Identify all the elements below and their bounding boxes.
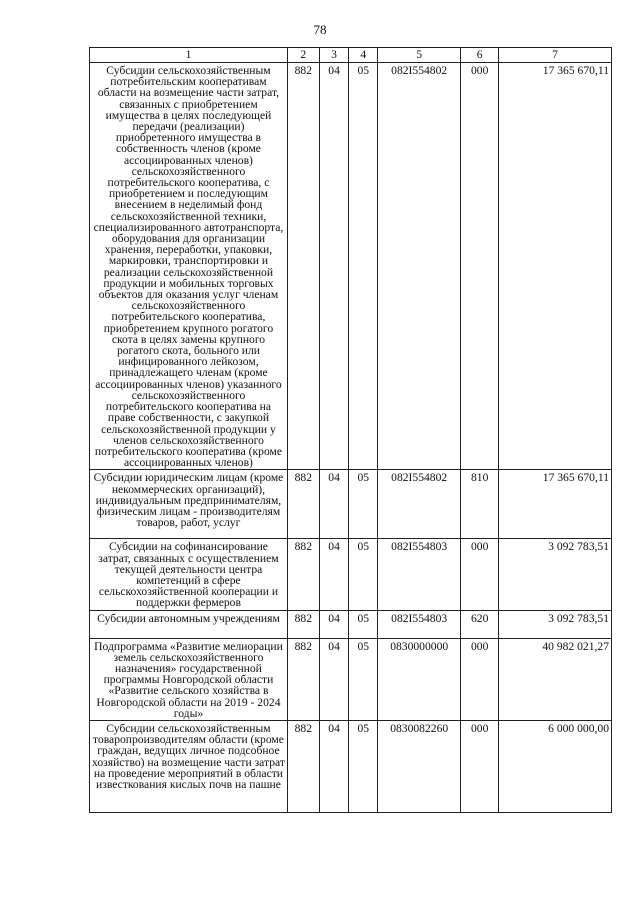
- column-header: 6: [461, 48, 499, 63]
- cell-target-article: 082I554802: [378, 63, 461, 470]
- cell-section: 04: [319, 720, 349, 812]
- cell-section: 04: [319, 539, 349, 610]
- cell-admin-code: 882: [287, 470, 319, 539]
- cell-amount: 17 365 670,11: [499, 63, 612, 470]
- cell-admin-code: 882: [287, 720, 319, 812]
- cell-admin-code: 882: [287, 610, 319, 638]
- cell-section: 04: [319, 63, 349, 470]
- row-name: Субсидии юридическим лицам (кроме некоммерческих организаций), индивидуальным предпринимателям, физическим лицам - производителям товаров, работ, услуг: [90, 470, 288, 539]
- column-header: 1: [90, 48, 288, 63]
- row-name: Подпрограмма «Развитие мелиорации земель сельскохозяйственного назначения» государственной программы Новгородской области «Развитие сельского хозяйства в Новгородской области на 2019 - 2024 годы»: [90, 638, 288, 720]
- cell-admin-code: 882: [287, 539, 319, 610]
- cell-amount: 17 365 670,11: [499, 470, 612, 539]
- budget-table: [89, 47, 612, 813]
- cell-expense-type: 810: [461, 470, 499, 539]
- cell-target-article: 0830082260: [378, 720, 461, 812]
- column-header: 4: [349, 48, 378, 63]
- table-row: [90, 470, 612, 539]
- cell-amount: 6 000 000,00: [499, 720, 612, 812]
- row-name: Субсидии автономным учреждениям: [90, 610, 288, 638]
- cell-subsection: 05: [349, 610, 378, 638]
- row-name: Субсидии сельскохозяйственным товаропроизводителям области (кроме граждан, ведущих личное подсобное хозяйство) на возмещение части затрат на проведение мероприятий в области известкования кислых почв на пашне: [90, 720, 288, 812]
- cell-subsection: 05: [349, 638, 378, 720]
- cell-section: 04: [319, 610, 349, 638]
- cell-subsection: 05: [349, 63, 378, 470]
- row-name: Субсидии на софинансирование затрат, связанных с осуществлением текущей деятельности центра компетенций в сфере сельскохозяйственной кооперации и поддержки фермеров: [90, 539, 288, 610]
- cell-amount: 3 092 783,51: [499, 610, 612, 638]
- table-header-row: [90, 48, 612, 63]
- column-header: 7: [499, 48, 612, 63]
- table-row: [90, 610, 612, 638]
- cell-expense-type: 000: [461, 720, 499, 812]
- column-header: 3: [319, 48, 349, 63]
- cell-amount: 40 982 021,27: [499, 638, 612, 720]
- cell-admin-code: 882: [287, 638, 319, 720]
- cell-expense-type: 000: [461, 638, 499, 720]
- cell-amount: 3 092 783,51: [499, 539, 612, 610]
- page-number: 78: [313, 22, 327, 37]
- table-row: [90, 720, 612, 812]
- cell-subsection: 05: [349, 470, 378, 539]
- table-row: [90, 63, 612, 470]
- cell-target-article: 0830000000: [378, 638, 461, 720]
- row-name: Субсидии сельскохозяйственным потребительским кооперативам области на возмещение части затрат, связанных с приобретением имущества в целях последующей передачи (реализации) приобретенного имущества в собственность членов (кроме ассоциированных членов) сельскохозяйственного потребительского кооператива, с приобретением и последующим внесением в неделимый фонд сельскохозяйственной техники, специализированного автотранспорта, оборудования для организации хранения, переработки, упаковки, маркировки, транспортировки и реализации сельскохозяйственной продукции и мобильных торговых объектов для оказания услуг членам сельскохозяйственного потребительского кооператива, приобретением крупного рогатого скота в целях замены крупного рогатого скота, больного или инфицированного лейкозом, принадлежащего членам (кроме ассоциированных членов) указанного сельскохозяйственного потребительского кооператива на праве собственности, с закупкой сельскохозяйственной продукции у членов сельскохозяйственного потребительского кооператива (кроме ассоциированных членов): [90, 63, 288, 470]
- cell-expense-type: 000: [461, 539, 499, 610]
- cell-admin-code: 882: [287, 63, 319, 470]
- cell-target-article: 082I554802: [378, 470, 461, 539]
- cell-expense-type: 620: [461, 610, 499, 638]
- column-header: 5: [378, 48, 461, 63]
- cell-target-article: 082I554803: [378, 610, 461, 638]
- table-row: [90, 539, 612, 610]
- column-header: 2: [287, 48, 319, 63]
- cell-expense-type: 000: [461, 63, 499, 470]
- cell-subsection: 05: [349, 539, 378, 610]
- table-row: [90, 638, 612, 720]
- cell-section: 04: [319, 638, 349, 720]
- cell-section: 04: [319, 470, 349, 539]
- cell-target-article: 082I554803: [378, 539, 461, 610]
- cell-subsection: 05: [349, 720, 378, 812]
